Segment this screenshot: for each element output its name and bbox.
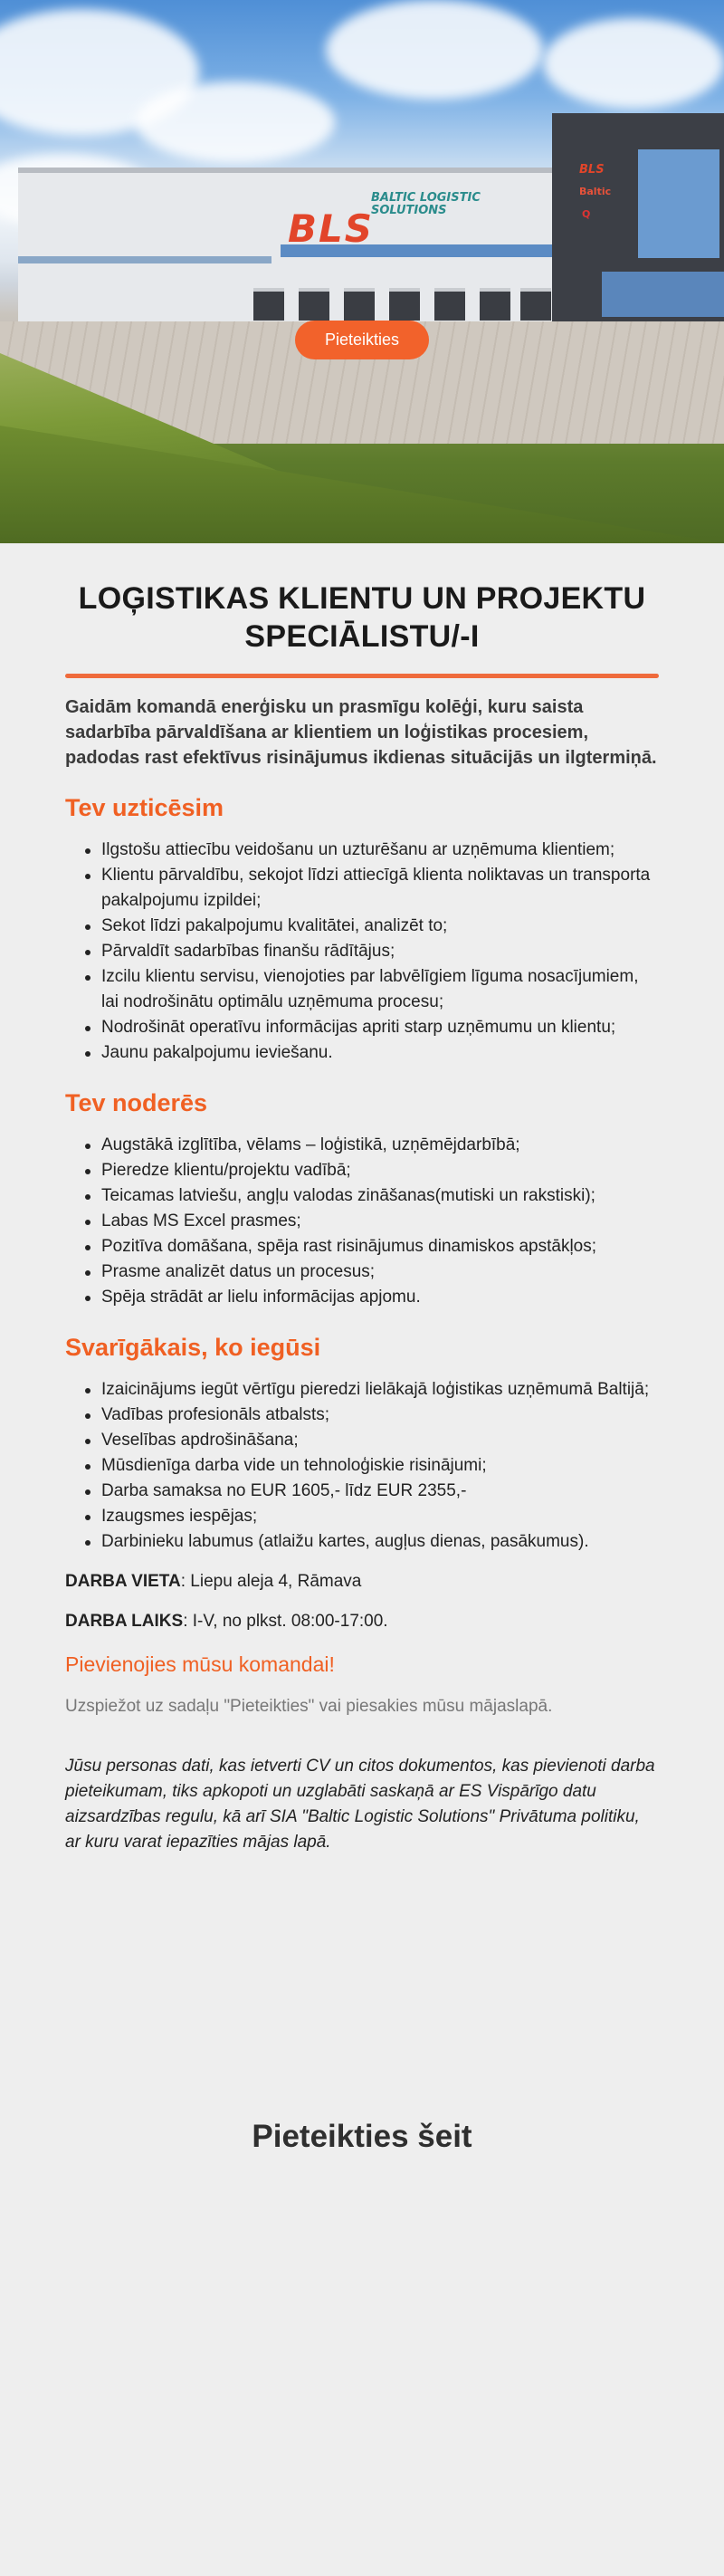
list-item: Izaicinājums iegūt vērtīgu pieredzi lielākajā loģistikas uzņēmumā Baltijā; (101, 1377, 659, 1403)
work-hours-label: DARBA LAIKS (65, 1612, 184, 1631)
list-item: Spēja strādāt ar lielu informācijas apjomu. (101, 1285, 659, 1310)
privacy-notice: Jūsu personas dati, kas ietverti CV un citos dokumentos, kas pievienoti darba pieteikumam, tiks apkopoti un uzglabāti saskaņā ar ES Vispārīgo datu aizsardzības regulu, kā arī SIA "Baltic Logistic Solutions" Privātuma politiku, ar kuru varat iepazīties mājas lapā. (65, 1757, 655, 1852)
list-item: Darbinieku labumus (atlaižu kartes, augļus dienas, pasākumus). (101, 1529, 659, 1555)
list-item: Darba samaksa no EUR 1605,- līdz EUR 2355,- (101, 1479, 659, 1504)
sign-bls: BLS (579, 163, 605, 177)
list-item: Klientu pārvaldību, sekojot līdzi attiecīgā klienta noliktavas un transporta pakalpojumu izpildei; (101, 863, 659, 914)
list-item: Pieredze klientu/projektu vadībā; (101, 1158, 659, 1183)
join-team-heading: Pievienojies mūsu komandai! (65, 1652, 335, 1676)
list-item: Mūsdienīga darba vide un tehnoloģiskie risinājumi; (101, 1453, 659, 1479)
bls-logo: BLS (288, 206, 375, 251)
list-item: Izcilu klientu servisu, vienojoties par labvēlīgiem līguma nosacījumiem, lai nodrošinātu optimālu uzņēmuma procesu; (101, 964, 659, 1015)
list-item: Pārvaldīt sadarbības finanšu rādītājus; (101, 939, 659, 964)
list-item: Prasme analizēt datus un procesus; (101, 1259, 659, 1285)
section-heading-responsibilities: Tev uzticēsim (65, 794, 224, 821)
work-location-value: : Liepu aleja 4, Rāmava (180, 1572, 362, 1591)
hero-image (0, 0, 724, 543)
title-divider (65, 674, 659, 678)
work-location (65, 1569, 659, 1594)
job-intro: Gaidām komandā enerģisku un prasmīgu kolēģi, kuru saista sadarbība pārvaldīšana ar klientiem un loģistikas procesiem, padodas rast efektīvus risinājumus ikdienas situācijās un ilgtermiņā. (65, 697, 657, 768)
sign-q: Q (582, 208, 591, 220)
list-item: Sekot līdzi pakalpojumu kvalitātei, analizēt to; (101, 914, 659, 939)
list-item: Teicamas latviešu, angļu valodas zināšanas(mutiski un rakstiski); (101, 1183, 659, 1209)
job-title: LOĢISTIKAS KLIENTU UN PROJEKTU SPECIĀLISTU/-I (78, 581, 646, 654)
work-hours (65, 1609, 659, 1634)
list-item: Jaunu pakalpojumu ieviešanu. (101, 1040, 659, 1066)
job-description (65, 579, 659, 1855)
logo-sub-line-2: SOLUTIONS (371, 204, 447, 217)
section-heading-benefits: Svarīgākais, ko iegūsi (65, 1334, 321, 1361)
sign-baltic: Baltic (579, 186, 612, 197)
bls-logo-subtitle (371, 192, 481, 217)
list-item: Labas MS Excel prasmes; (101, 1209, 659, 1234)
list-item: Augstākā izglītība, vēlams – loģistikā, uzņēmējdarbībā; (101, 1133, 659, 1158)
list-item: Veselības apdrošināšana; (101, 1428, 659, 1453)
list-item: Nodrošināt operatīvu informācijas apriti starp uzņēmumu un klientu; (101, 1015, 659, 1040)
apply-here-heading: Pieteikties šeit (252, 2119, 472, 2154)
apply-button[interactable]: Pieteikties (295, 321, 429, 359)
logo-sub-line-1: BALTIC LOGISTIC (371, 191, 481, 205)
list-item: Pozitīva domāšana, spēja rast risinājumus dinamiskos apstākļos; (101, 1234, 659, 1259)
work-hours-value: : I-V, no plkst. 08:00-17:00. (183, 1612, 388, 1631)
requirements-list (65, 1133, 659, 1310)
list-item: Ilgstošu attiecību veidošanu un uzturēšanu ar uzņēmuma klientiem; (101, 838, 659, 863)
responsibilities-list (65, 838, 659, 1066)
list-item: Izaugsmes iespējas; (101, 1504, 659, 1529)
list-item: Vadības profesionāls atbalsts; (101, 1403, 659, 1428)
work-location-label: DARBA VIETA (65, 1572, 181, 1591)
apply-note: Uzspiežot uz sadaļu "Pieteikties" vai piesakies mūsu mājaslapā. (65, 1697, 553, 1716)
section-heading-requirements: Tev noderēs (65, 1089, 208, 1116)
benefits-list (65, 1377, 659, 1555)
